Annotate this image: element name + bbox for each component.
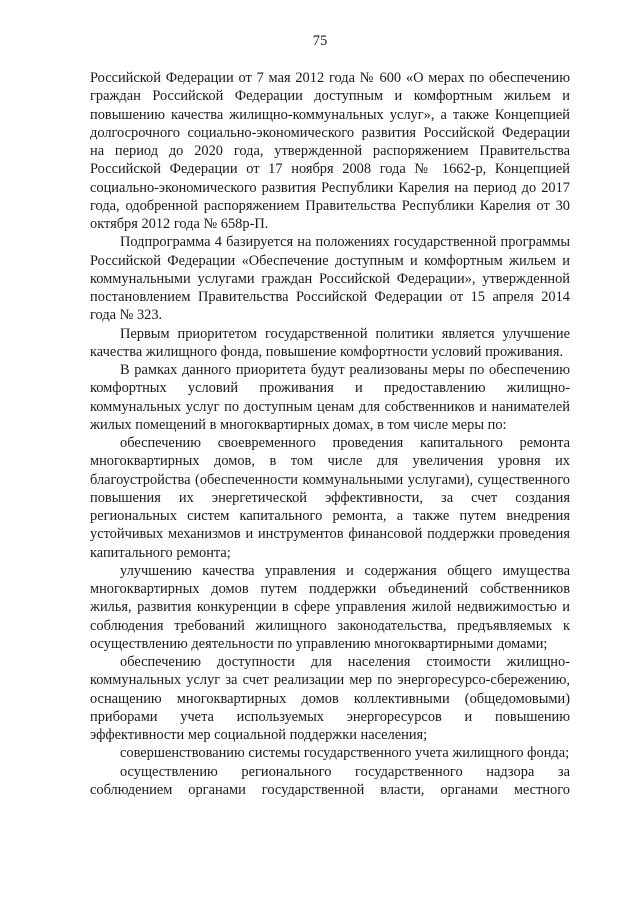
list-item-service-affordability: обеспечению доступности для населения стоимости жилищно-коммунальных услуг за счет реализации мер по энергоресурсо-сбережению, оснащению многоквартирных домов коллективными (общедомовыми) приборами учета используемых энергоресурсов и повышению эффективности мер социальной поддержки населения;: [90, 654, 570, 743]
list-item-management-quality: улучшению качества управления и содержания общего имущества многоквартирных домов путем поддержки объединений собственников жилья, развития конкуренции в сфере управления жилой недвижимостью и соблюдения требований жилищного законодательства, предъявляемых к осуществлению деятельности по управлению многоквартирными домами;: [90, 562, 570, 652]
page-number: 75: [312, 33, 328, 49]
paragraph-first-priority: Первым приоритетом государственной политики является улучшение качества жилищного фонда, повышение комфортности условий проживания.: [90, 325, 570, 360]
paragraph-continued-decree-references: Российской Федерации от 7 мая 2012 года № 600 «О мерах по обеспечению граждан Российской Федерации доступным и комфортным жильем и повышению качества жилищно-коммунальных услуг», а также Концепцией долгосрочного социально-экономического развития Российской Федерации на период до 2020 года, утвержденной распоряжением Правительства Российской Федерации от 17 ноября 2008 года № 1662-р, Концепцией социально-экономического развития Республики Карелия на период до 2017 года, одобренной распоряжением Правительства Республики Карелия от 30 октября 2012 года № 658р-П.: [90, 70, 570, 232]
document-body: [90, 69, 570, 799]
list-item-regional-supervision: осуществлению регионального государственного надзора за соблюдением органами государственной власти, органами местного: [90, 763, 570, 798]
paragraph-priority-measures-intro: В рамках данного приоритета будут реализованы меры по обеспечению комфортных условий проживания и предоставлению жилищно-коммунальных услуг по доступным ценам для собственников и нанимателей жилых помещений в многоквартирных домах, в том числе меры по:: [90, 362, 570, 433]
list-item-capital-repair: обеспечению своевременного проведения капитального ремонта многоквартирных домов, в том числе для увеличения уровня их благоустройства (обеспеченности коммунальными услугами), существенного повышения их энергетической эффективности, за счет создания региональных систем капитального ремонта, а также путем внедрения устойчивых механизмов и инструментов финансовой поддержки проведения капитального ремонта;: [90, 435, 570, 561]
list-item-housing-registry: совершенствованию системы государственного учета жилищного фонда;: [120, 745, 570, 762]
paragraph-subprogram-4-basis: Подпрограмма 4 базируется на положениях государственной программы Российской Федерации «Обеспечение доступным и комфортным жильем и коммунальными услугами граждан Российской Федерации», утвержденной постановлением Правительства Российской Федерации от 15 апреля 2014 года № 323.: [90, 234, 570, 324]
